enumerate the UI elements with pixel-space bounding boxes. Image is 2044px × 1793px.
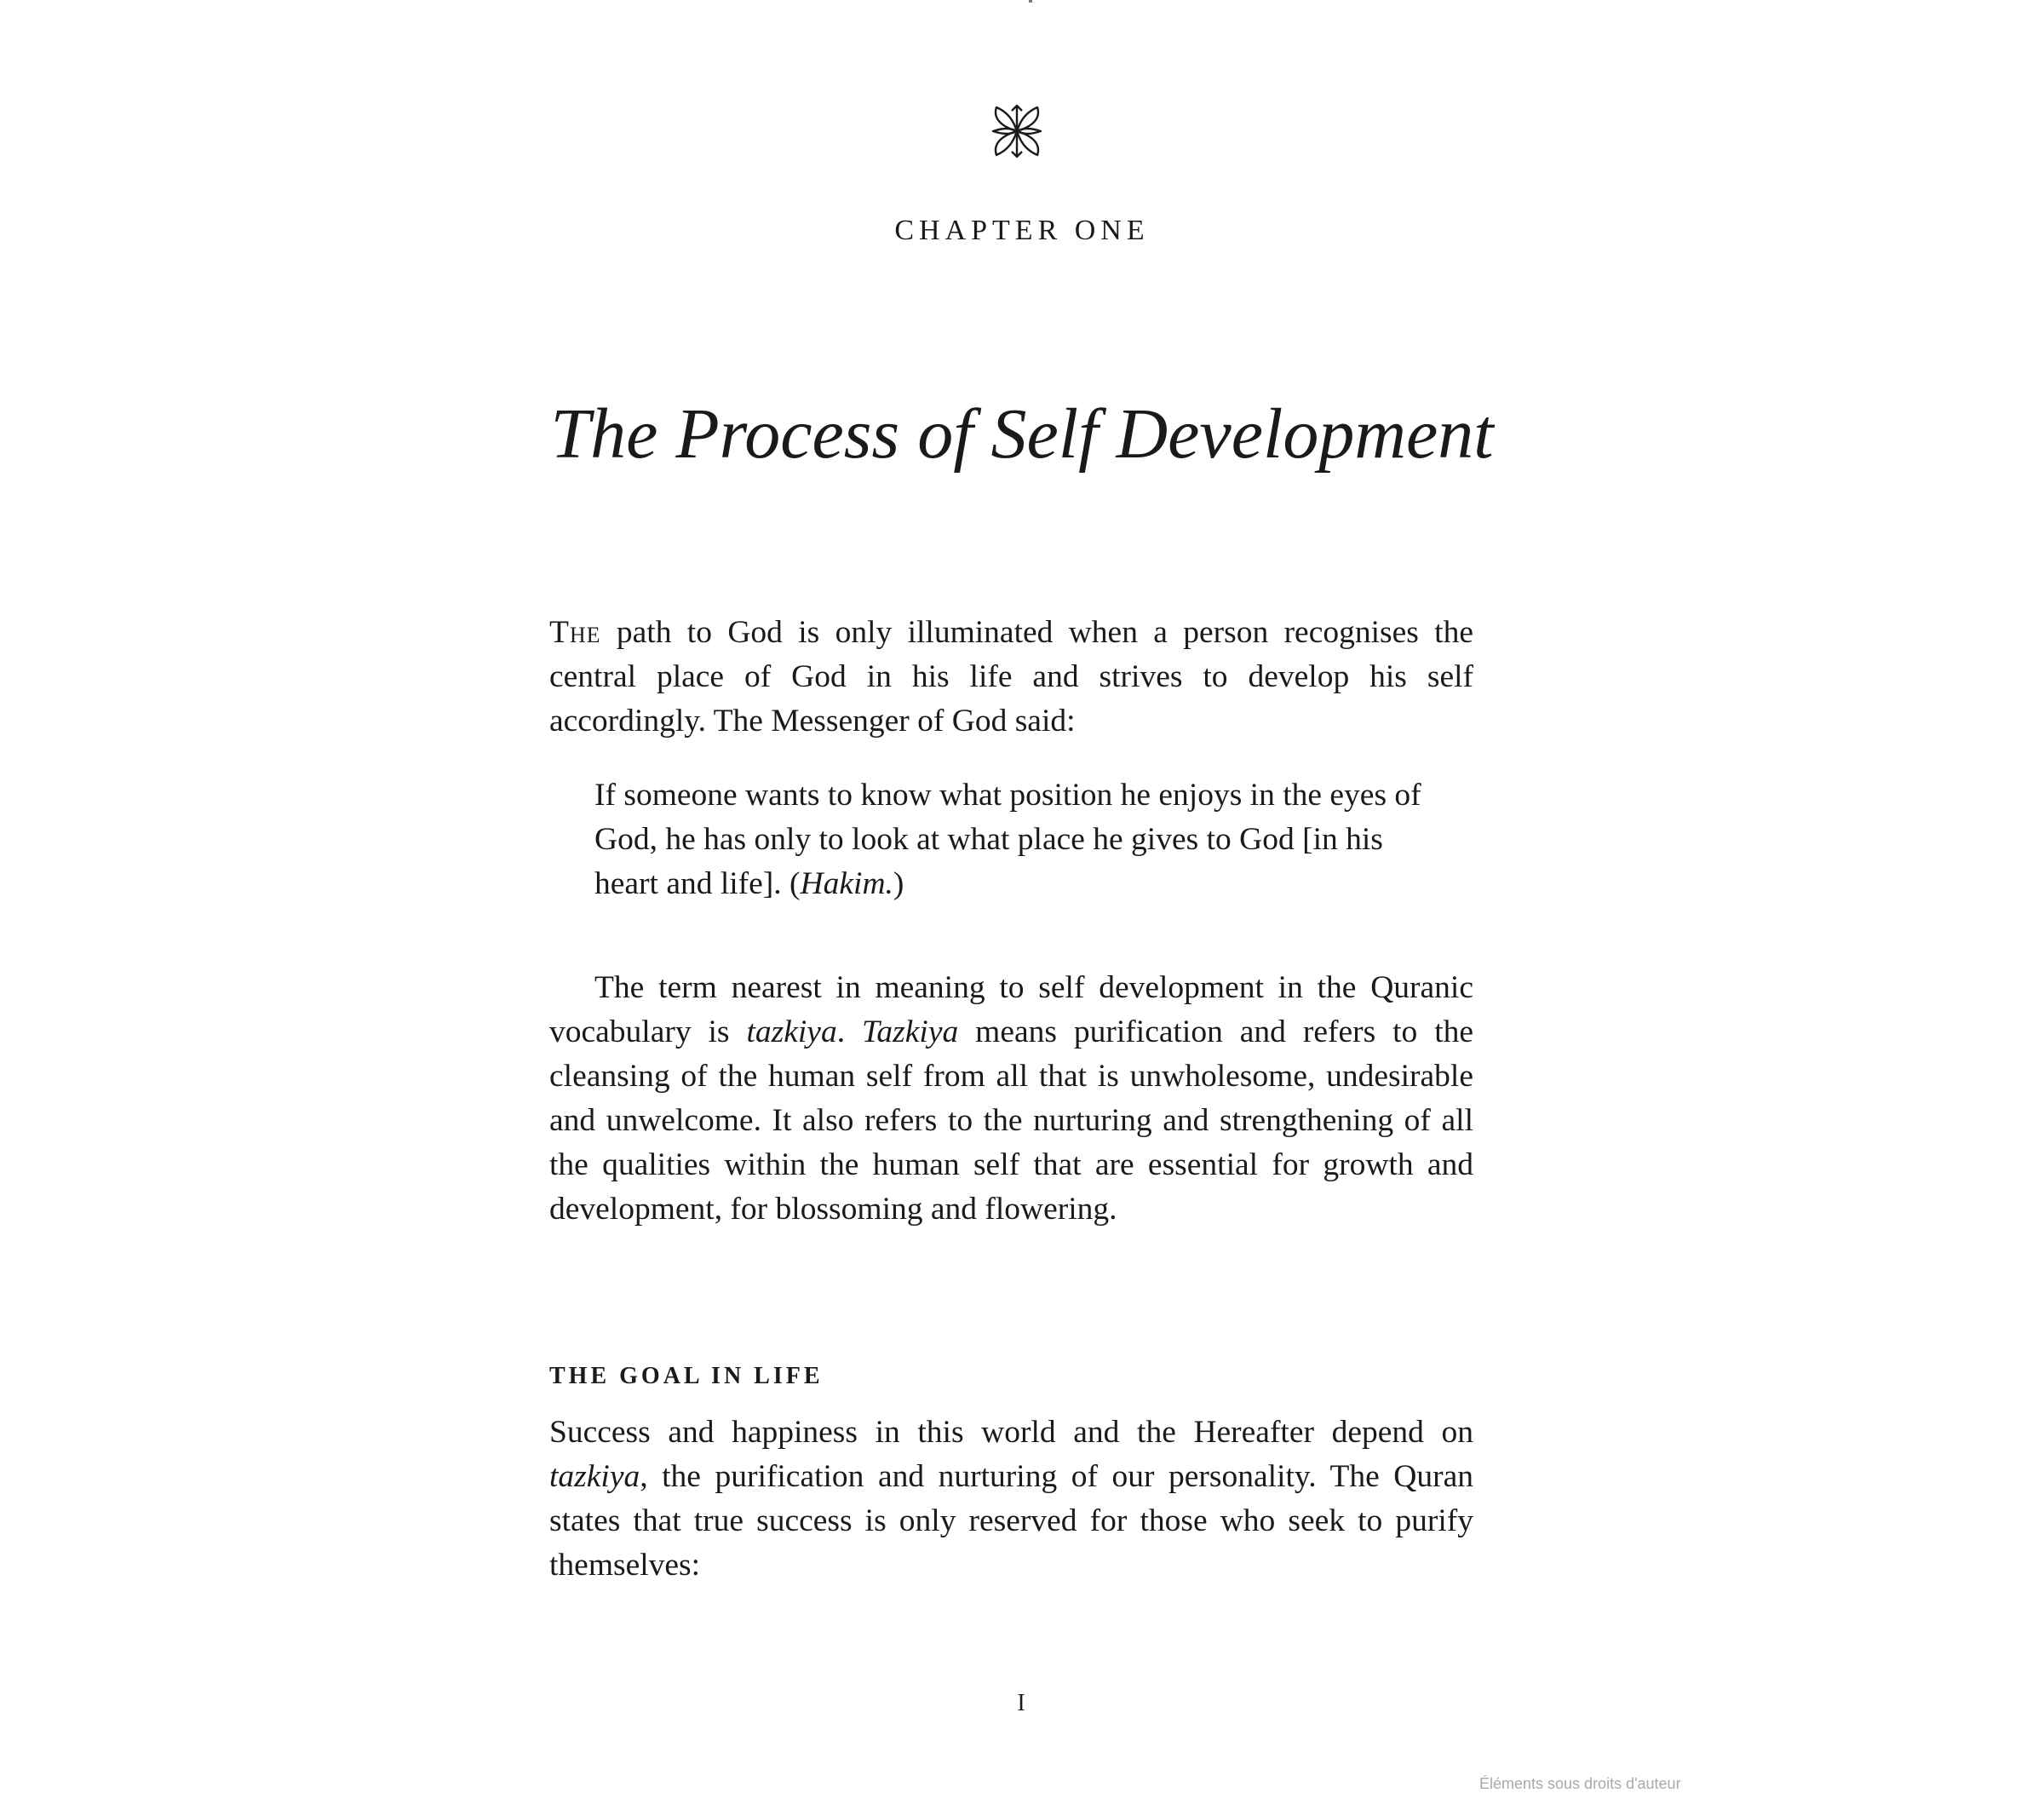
term-tazkiya: tazkiya [746,1014,837,1049]
paragraph-goal [549,1411,1473,1588]
paragraph-intro-text: path to God is only illuminated when a person recognises the central place of God in his life and strives to develop his self accordingly. The Messenger of God said: [549,615,1473,738]
section-heading: THE GOAL IN LIFE [549,1363,824,1389]
quote-close: ) [893,866,904,901]
quote-text: If someone wants to know what position he enjoys in the eyes of God, he has only to look at what place he gives to God [in his heart and life]. ( [594,778,1421,901]
hadith-quote [594,773,1429,906]
paragraph-tazkiya-part2: . [836,1014,863,1049]
paragraph-goal-part1: Success and happiness in this world and the Hereafter depend on [549,1415,1473,1450]
paragraph-goal-part2: , the purification and nurturing of our personality. The Quran states that true success is only reserved for those who seek to purify themselves: [549,1459,1473,1583]
page-number: I [1017,1690,1027,1716]
chapter-title: The Process of Self Development [550,394,1494,474]
page-top-mark [1029,0,1032,3]
chapter-label: CHAPTER ONE [894,215,1150,246]
lead-small-caps: The [549,615,601,650]
paragraph-tazkiya-part1: The term nearest in meaning to self development in the Quranic vocabulary is [549,970,1473,1049]
paragraph-intro [549,611,1473,744]
copyright-watermark: Éléments sous droits d'auteur [1479,1775,1681,1792]
term-tazkiya-goal: tazkiya [549,1459,640,1494]
floral-ornament-icon [988,102,1046,160]
paragraph-tazkiya [549,966,1473,1232]
paragraph-tazkiya-part3: means purification and refers to the cleansing of the human self from all that is unwholesome, undesirable and unwelcome. It also refers to the nurturing and strengthening of all the qualities within the human self that are essential for growth and development, for blossoming and flowering. [549,1014,1474,1227]
term-tazkiya-capital: Tazkiya [862,1014,959,1049]
quote-source: Hakim. [800,866,893,901]
